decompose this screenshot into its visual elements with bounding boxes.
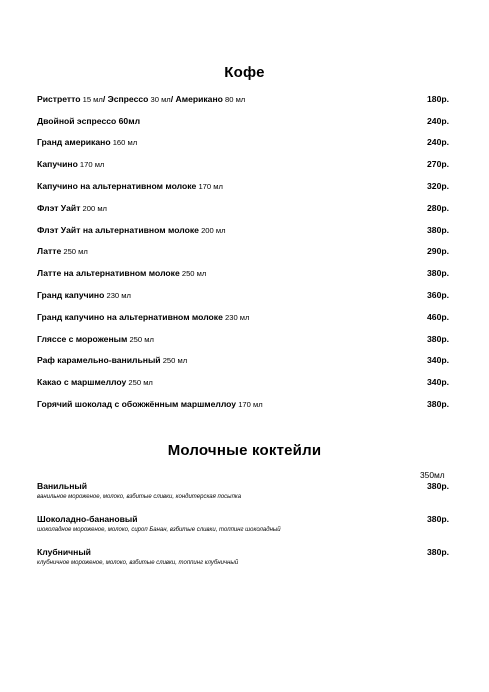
item-name: Гранд американо <box>37 137 111 148</box>
item-name: / Эспрессо <box>102 93 149 104</box>
coffee-section-title: Кофе <box>224 64 265 81</box>
item-name: Гляссе с мороженым <box>37 333 128 344</box>
item-price: 380р. <box>427 268 449 279</box>
item-name: Гранд капучино на альтернативном молоке <box>37 311 223 322</box>
item-name-group <box>37 94 245 104</box>
item-name-group <box>37 159 104 169</box>
item-name-group <box>37 203 107 213</box>
item-price: 380р. <box>427 399 449 410</box>
coffee-menu-item <box>37 262 449 284</box>
milkshake-volume-header: 350мл <box>420 470 445 480</box>
item-volume: 200 мл <box>198 225 226 235</box>
item-volume: 170 мл <box>196 182 223 192</box>
item-name-group <box>37 225 226 235</box>
item-name: Раф карамельно-ванильный <box>37 355 161 366</box>
item-volume: 30 мл <box>148 94 171 104</box>
item-price: 290р. <box>427 246 449 257</box>
milkshake-item <box>37 514 449 547</box>
item-name: Латте <box>37 246 62 257</box>
item-volume: 80 мл <box>222 94 246 104</box>
item-name: Двойной эспрессо 60мл <box>37 115 141 126</box>
milkshake-price: 380р. <box>427 547 449 557</box>
coffee-list <box>37 88 449 415</box>
item-price: 460р. <box>427 311 449 322</box>
item-volume: 170 мл <box>77 160 105 170</box>
item-volume: 160 мл <box>110 138 138 148</box>
item-price: 380р. <box>427 224 449 235</box>
coffee-menu-item <box>37 371 449 393</box>
milkshake-item <box>37 481 449 514</box>
item-name: Капучино на альтернативном молоке <box>37 181 197 192</box>
item-name: Капучино <box>37 159 78 170</box>
coffee-menu-item <box>37 132 449 154</box>
milkshake-header <box>37 514 449 524</box>
item-price: 340р. <box>427 377 449 388</box>
item-name-group <box>37 181 223 191</box>
coffee-menu-item <box>37 328 449 350</box>
item-volume: 250 мл <box>160 356 188 366</box>
milkshake-item <box>37 547 449 580</box>
item-volume: 250 мл <box>127 334 154 344</box>
milkshake-price: 380р. <box>427 514 449 524</box>
coffee-menu-item <box>37 197 449 219</box>
item-volume: 170 мл <box>236 400 263 410</box>
milkshake-header <box>37 547 449 557</box>
item-name: / Американо <box>170 93 223 104</box>
item-volume: 15 мл <box>80 94 103 104</box>
coffee-menu-item <box>37 219 449 241</box>
item-name-group <box>37 399 263 409</box>
item-price: 360р. <box>427 290 449 301</box>
item-volume: 250 мл <box>179 269 207 279</box>
item-name-group <box>37 116 140 126</box>
item-name-group <box>37 355 187 365</box>
milkshake-name: Шоколадно-банановый <box>37 514 138 524</box>
item-name: Какао с маршмеллоу <box>37 377 127 388</box>
item-name: Флэт Уайт <box>37 202 81 213</box>
item-name-group <box>37 268 206 278</box>
item-volume: 230 мл <box>104 291 131 301</box>
item-price: 340р. <box>427 355 449 366</box>
coffee-menu-item <box>37 241 449 263</box>
milkshake-name: Клубничный <box>37 547 91 557</box>
coffee-menu-item <box>37 350 449 372</box>
item-price: 280р. <box>427 202 449 213</box>
milkshake-price: 380р. <box>427 481 449 491</box>
item-volume: 230 мл <box>222 312 250 322</box>
item-price: 320р. <box>427 181 449 192</box>
item-name: Латте на альтернативном молоке <box>37 268 180 279</box>
item-price: 380р. <box>427 333 449 344</box>
milkshake-description: шоколадное мороженое, молоко, сироп Банан, взбитые сливки, топпинг шоколадный <box>37 527 281 533</box>
coffee-menu-item <box>37 88 449 110</box>
coffee-menu-item <box>37 110 449 132</box>
item-volume: 250 мл <box>61 247 88 257</box>
item-name: Горячий шоколад с обожжённым маршмеллоу <box>37 399 237 410</box>
coffee-menu-item <box>37 153 449 175</box>
item-name-group <box>37 290 131 300</box>
milkshake-description: клубничное мороженое, молоко, взбитые сливки, топпинг клубничный <box>37 560 239 566</box>
coffee-menu-item <box>37 284 449 306</box>
item-volume: 200 мл <box>80 203 107 213</box>
item-price: 180р. <box>427 93 449 104</box>
item-price: 270р. <box>427 159 449 170</box>
milkshake-description: ванильное мороженое, молоко, взбитые сливки, кондитерская посыпка <box>37 494 242 500</box>
item-name-group <box>37 334 154 344</box>
milkshake-name: Ванильный <box>37 481 88 491</box>
item-name: Гранд капучино <box>37 290 105 301</box>
milkshake-header <box>37 481 449 491</box>
item-name-group <box>37 377 153 387</box>
item-name-group <box>37 246 88 256</box>
milkshakes-section-title: Молочные коктейли <box>167 442 322 459</box>
item-volume: 250 мл <box>126 378 153 388</box>
milkshakes-list <box>37 481 449 580</box>
item-name-group <box>37 137 137 147</box>
coffee-menu-item <box>37 393 449 415</box>
item-price: 240р. <box>427 137 449 148</box>
coffee-menu-item <box>37 175 449 197</box>
item-price: 240р. <box>427 115 449 126</box>
coffee-menu-item <box>37 306 449 328</box>
item-name: Флэт Уайт на альтернативном молоке <box>37 224 199 235</box>
item-name: Ристретто <box>37 93 81 104</box>
item-name-group <box>37 312 249 322</box>
